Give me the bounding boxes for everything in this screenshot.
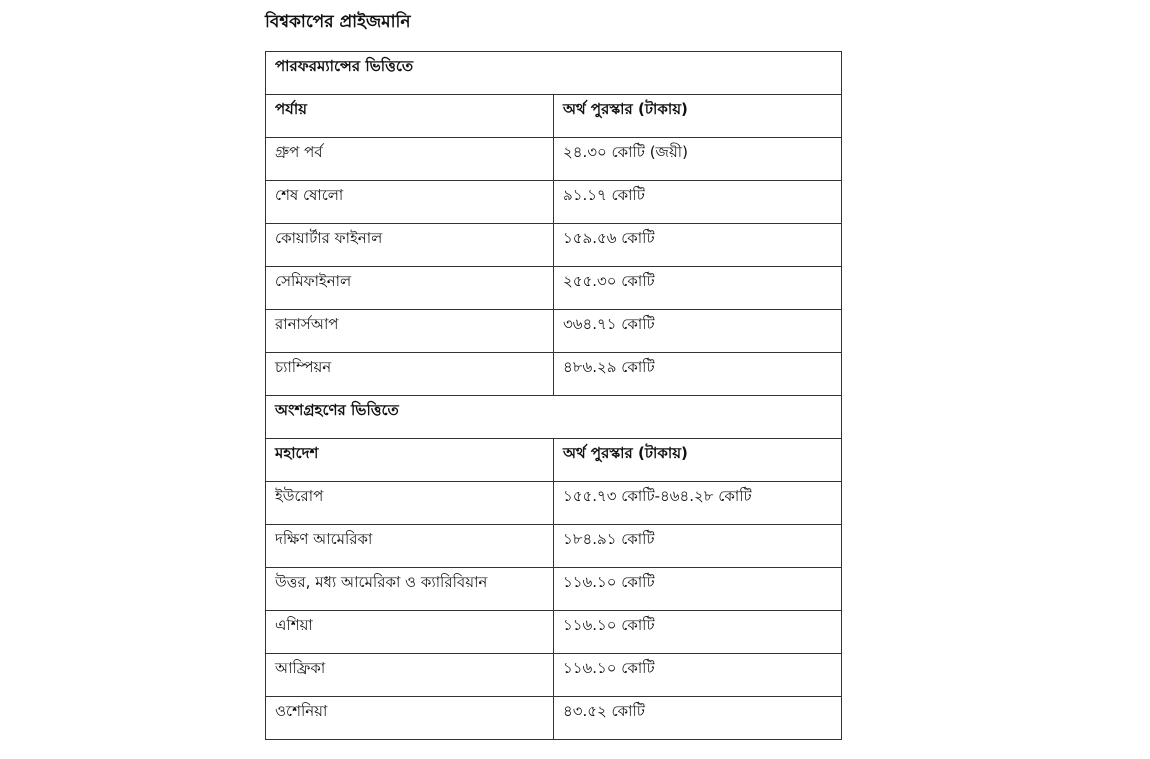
continent-cell: এশিয়া (266, 611, 554, 654)
section-heading: অংশগ্রহণের ভিত্তিতে (266, 396, 842, 439)
stage-cell: কোয়ার্টার ফাইনাল (266, 224, 554, 267)
section-heading-row (266, 396, 842, 439)
prize-cell: ২৫৫.৩০ কোটি (554, 267, 842, 310)
column-header-prize: অর্থ পুরস্কার (টাকায়) (554, 439, 842, 482)
stage-cell: শেষ ষোলো (266, 181, 554, 224)
prize-cell: ৪৩.৫২ কোটি (554, 697, 842, 740)
prize-cell: ১১৬.১০ কোটি (554, 654, 842, 697)
stage-cell: সেমিফাইনাল (266, 267, 554, 310)
prize-cell: ১১৬.১০ কোটি (554, 611, 842, 654)
table-row (266, 611, 842, 654)
table-row (266, 310, 842, 353)
document-title: বিশ্বকাপের প্রাইজমানি (265, 12, 411, 32)
stage-cell: চ্যাম্পিয়ন (266, 353, 554, 396)
section-heading: পারফরম্যান্সের ভিত্তিতে (266, 52, 842, 95)
prize-cell: ১৮৪.৯১ কোটি (554, 525, 842, 568)
prize-cell: ২৪.৩০ কোটি (জয়ী) (554, 138, 842, 181)
prize-cell: ৩৬৪.৭১ কোটি (554, 310, 842, 353)
prize-cell: ৯১.১৭ কোটি (554, 181, 842, 224)
stage-cell: গ্রুপ পর্ব (266, 138, 554, 181)
continent-cell: আফ্রিকা (266, 654, 554, 697)
section-heading-row (266, 52, 842, 95)
table-row (266, 697, 842, 740)
table-row (266, 353, 842, 396)
table-row (266, 267, 842, 310)
column-header-row (266, 439, 842, 482)
table-row (266, 224, 842, 267)
table-row (266, 568, 842, 611)
continent-cell: উত্তর, মধ্য আমেরিকা ও ক্যারিবিয়ান (266, 568, 554, 611)
continent-cell: ইউরোপ (266, 482, 554, 525)
continent-cell: দক্ষিণ আমেরিকা (266, 525, 554, 568)
participation-section (266, 396, 842, 740)
prize-cell: ৪৮৬.২৯ কোটি (554, 353, 842, 396)
table-row (266, 181, 842, 224)
stage-cell: রানার্সআপ (266, 310, 554, 353)
column-header-continent: মহাদেশ (266, 439, 554, 482)
column-header-prize: অর্থ পুরস্কার (টাকায়) (554, 95, 842, 138)
continent-cell: ওশেনিয়া (266, 697, 554, 740)
prize-cell: ১৫৫.৭৩ কোটি-৪৬৪.২৮ কোটি (554, 482, 842, 525)
table-row (266, 138, 842, 181)
column-header-row (266, 95, 842, 138)
table-row (266, 482, 842, 525)
prize-money-table (265, 51, 842, 740)
performance-section (266, 52, 842, 396)
table-row (266, 525, 842, 568)
column-header-stage: পর্যায় (266, 95, 554, 138)
table-row (266, 654, 842, 697)
prize-cell: ১১৬.১০ কোটি (554, 568, 842, 611)
prize-cell: ১৫৯.৫৬ কোটি (554, 224, 842, 267)
